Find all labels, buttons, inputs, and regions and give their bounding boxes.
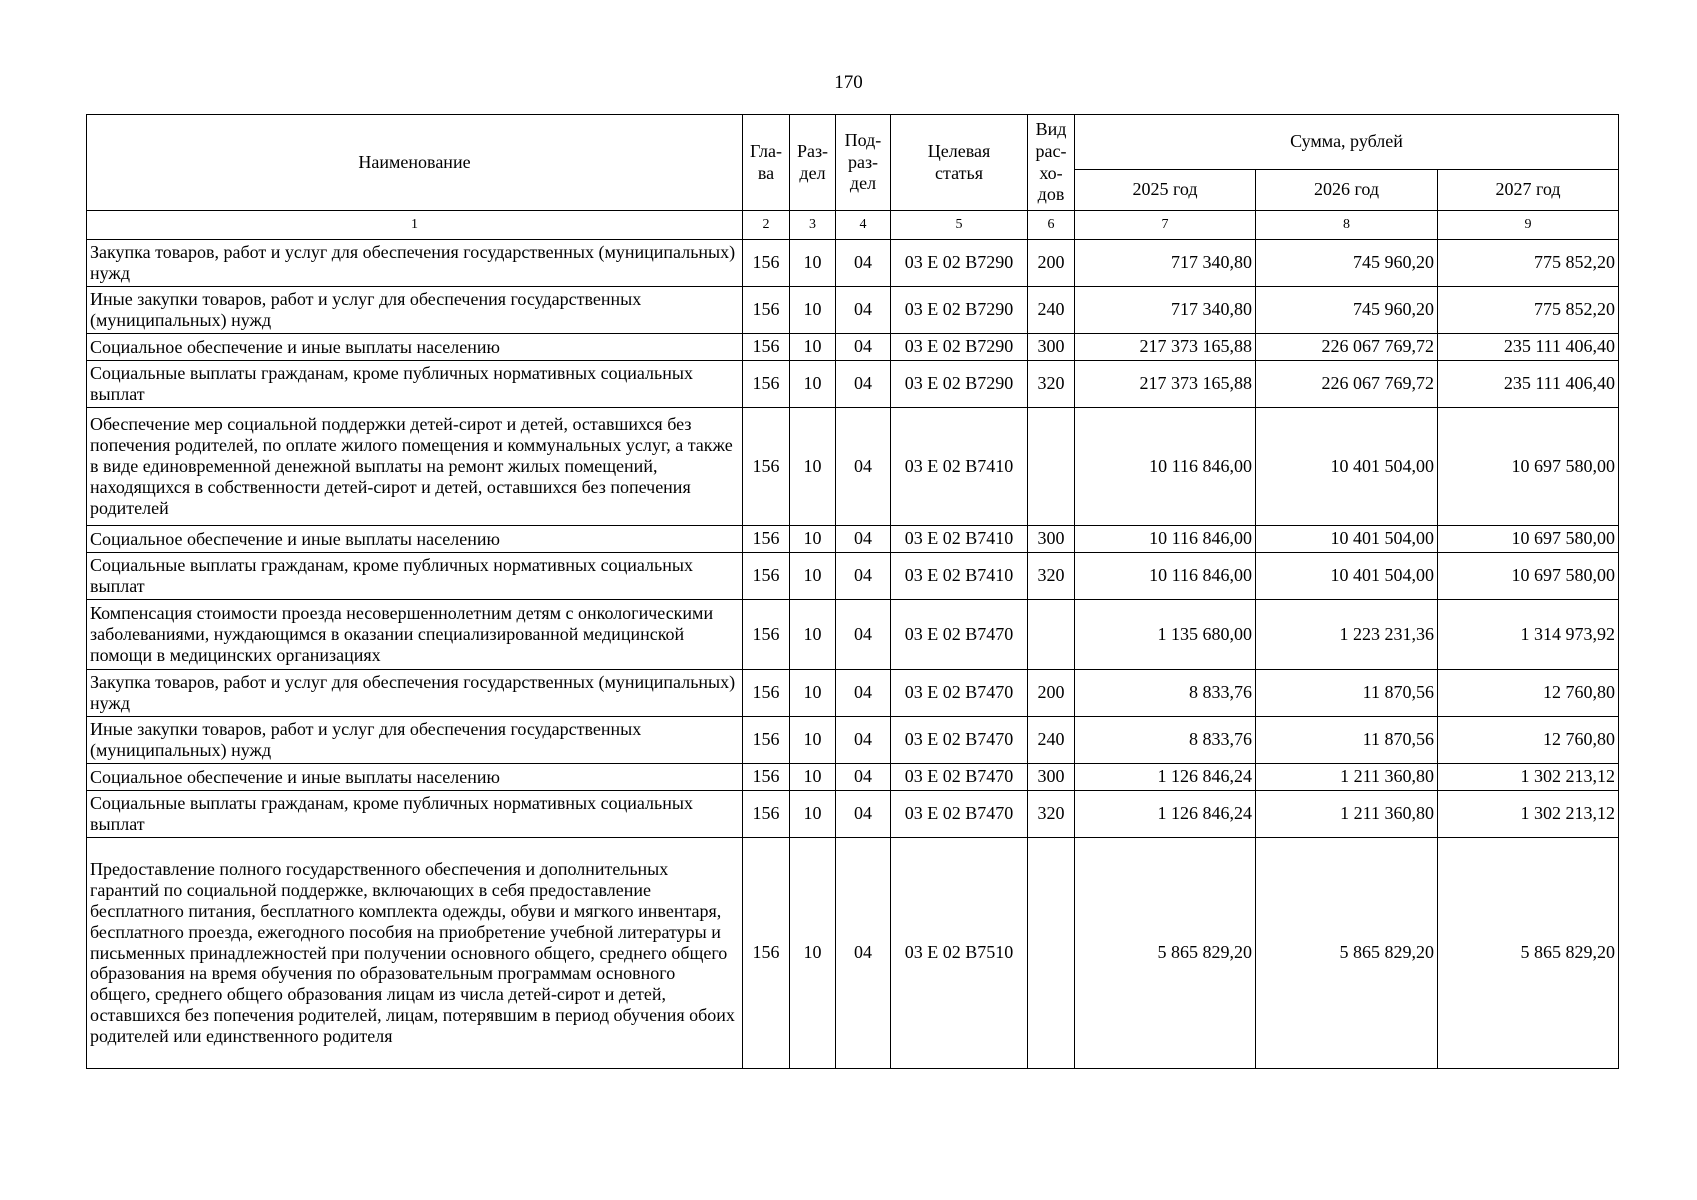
table-row	[87, 334, 1619, 361]
row-sum-2025: 10 116 846,00	[1075, 408, 1256, 526]
row-vid-rashodov: 240	[1028, 717, 1075, 764]
row-sum-2027: 1 302 213,12	[1438, 791, 1619, 838]
column-number: 2	[743, 211, 790, 240]
row-vid-rashodov: 320	[1028, 791, 1075, 838]
row-tselevaya-statya: 03 Е 02 В7470	[891, 791, 1028, 838]
row-podrazdel: 04	[836, 287, 891, 334]
row-sum-2025: 217 373 165,88	[1075, 334, 1256, 361]
row-vid-rashodov	[1028, 408, 1075, 526]
row-podrazdel: 04	[836, 670, 891, 717]
column-number: 9	[1438, 211, 1619, 240]
row-podrazdel: 04	[836, 334, 891, 361]
header-razdel: Раз- дел	[790, 115, 836, 211]
row-tselevaya-statya: 03 Е 02 В7290	[891, 334, 1028, 361]
row-razdel: 10	[790, 287, 836, 334]
row-sum-2026: 745 960,20	[1256, 240, 1438, 287]
row-sum-2027: 12 760,80	[1438, 717, 1619, 764]
table-body	[87, 240, 1619, 1069]
row-tselevaya-statya: 03 Е 02 В7410	[891, 553, 1028, 600]
row-sum-2026: 1 211 360,80	[1256, 791, 1438, 838]
row-sum-2026: 10 401 504,00	[1256, 408, 1438, 526]
row-vid-rashodov: 200	[1028, 670, 1075, 717]
row-podrazdel: 04	[836, 791, 891, 838]
table-row	[87, 287, 1619, 334]
row-sum-2026: 1 223 231,36	[1256, 600, 1438, 670]
row-vid-rashodov: 300	[1028, 334, 1075, 361]
row-razdel: 10	[790, 240, 836, 287]
row-glava: 156	[743, 287, 790, 334]
row-tselevaya-statya: 03 Е 02 В7510	[891, 838, 1028, 1069]
row-sum-2027: 775 852,20	[1438, 240, 1619, 287]
header-name: Наименование	[87, 115, 743, 211]
row-name: Компенсация стоимости проезда несовершеннолетним детям с онкологическими заболеваниями, нуждающимся в оказании специализированной медицинской помощи в медицинских организациях	[87, 600, 743, 670]
table-row	[87, 240, 1619, 287]
row-podrazdel: 04	[836, 553, 891, 600]
header-year-2026: 2026 год	[1256, 170, 1438, 211]
column-number: 5	[891, 211, 1028, 240]
row-podrazdel: 04	[836, 838, 891, 1069]
row-razdel: 10	[790, 791, 836, 838]
row-glava: 156	[743, 600, 790, 670]
row-name: Иные закупки товаров, работ и услуг для обеспечения государственных (муниципальных) нужд	[87, 717, 743, 764]
row-glava: 156	[743, 553, 790, 600]
row-vid-rashodov: 320	[1028, 553, 1075, 600]
row-sum-2026: 11 870,56	[1256, 717, 1438, 764]
table-row	[87, 717, 1619, 764]
row-razdel: 10	[790, 838, 836, 1069]
row-name: Предоставление полного государственного обеспечения и дополнительных гарантий по социальной поддержке, включающих в себя предоставление бесплатного питания, бесплатного комплекта одежды, обуви и мягкого инвентаря, бесплатного проезда, ежегодного пособия на приобретение учебной литературы и письменных принадлежностей при получении основного общего, среднего общего образования на время обучения по образовательным программам основного общего, среднего общего образования лицам из числа детей-сирот и детей, оставшихся без попечения родителей, лицам, потерявшим в период обучения обоих родителей или единственного родителя	[87, 838, 743, 1069]
row-name: Социальное обеспечение и иные выплаты населению	[87, 526, 743, 553]
row-sum-2025: 10 116 846,00	[1075, 553, 1256, 600]
row-glava: 156	[743, 764, 790, 791]
row-razdel: 10	[790, 717, 836, 764]
column-number: 6	[1028, 211, 1075, 240]
header-vid-rashodov: Вид рас- хо- дов	[1028, 115, 1075, 211]
row-sum-2025: 217 373 165,88	[1075, 361, 1256, 408]
header-summa: Сумма, рублей	[1075, 115, 1619, 170]
row-sum-2027: 235 111 406,40	[1438, 361, 1619, 408]
column-numbers-row	[87, 211, 1619, 240]
row-glava: 156	[743, 361, 790, 408]
row-name: Социальные выплаты гражданам, кроме публичных нормативных социальных выплат	[87, 361, 743, 408]
row-name: Социальное обеспечение и иные выплаты населению	[87, 334, 743, 361]
table-row	[87, 600, 1619, 670]
column-number: 4	[836, 211, 891, 240]
row-sum-2025: 8 833,76	[1075, 670, 1256, 717]
row-tselevaya-statya: 03 Е 02 В7410	[891, 526, 1028, 553]
header-year-2025: 2025 год	[1075, 170, 1256, 211]
row-sum-2026: 226 067 769,72	[1256, 361, 1438, 408]
row-sum-2025: 1 126 846,24	[1075, 791, 1256, 838]
row-sum-2025: 1 126 846,24	[1075, 764, 1256, 791]
header-tselevaya-statya: Целевая статья	[891, 115, 1028, 211]
row-razdel: 10	[790, 408, 836, 526]
row-sum-2025: 717 340,80	[1075, 287, 1256, 334]
row-sum-2027: 10 697 580,00	[1438, 553, 1619, 600]
row-razdel: 10	[790, 334, 836, 361]
row-razdel: 10	[790, 764, 836, 791]
row-name: Закупка товаров, работ и услуг для обеспечения государственных (муниципальных) нужд	[87, 670, 743, 717]
table-row	[87, 526, 1619, 553]
table-row	[87, 361, 1619, 408]
row-razdel: 10	[790, 600, 836, 670]
row-name: Социальные выплаты гражданам, кроме публичных нормативных социальных выплат	[87, 553, 743, 600]
row-sum-2025: 8 833,76	[1075, 717, 1256, 764]
header-year-2027: 2027 год	[1438, 170, 1619, 211]
table-row	[87, 838, 1619, 1069]
column-number: 1	[87, 211, 743, 240]
row-podrazdel: 04	[836, 408, 891, 526]
budget-table	[86, 114, 1619, 1069]
row-glava: 156	[743, 838, 790, 1069]
row-vid-rashodov: 300	[1028, 764, 1075, 791]
row-sum-2027: 5 865 829,20	[1438, 838, 1619, 1069]
column-number: 8	[1256, 211, 1438, 240]
row-name: Социальные выплаты гражданам, кроме публичных нормативных социальных выплат	[87, 791, 743, 838]
row-sum-2027: 1 314 973,92	[1438, 600, 1619, 670]
row-tselevaya-statya: 03 Е 02 В7470	[891, 764, 1028, 791]
row-sum-2027: 10 697 580,00	[1438, 408, 1619, 526]
table-row	[87, 764, 1619, 791]
row-sum-2026: 11 870,56	[1256, 670, 1438, 717]
table-row	[87, 553, 1619, 600]
row-vid-rashodov: 300	[1028, 526, 1075, 553]
row-glava: 156	[743, 526, 790, 553]
row-razdel: 10	[790, 526, 836, 553]
row-razdel: 10	[790, 553, 836, 600]
table-row	[87, 408, 1619, 526]
row-glava: 156	[743, 334, 790, 361]
row-sum-2027: 775 852,20	[1438, 287, 1619, 334]
row-vid-rashodov: 200	[1028, 240, 1075, 287]
row-tselevaya-statya: 03 Е 02 В7470	[891, 717, 1028, 764]
row-glava: 156	[743, 240, 790, 287]
row-razdel: 10	[790, 361, 836, 408]
row-vid-rashodov	[1028, 838, 1075, 1069]
row-podrazdel: 04	[836, 600, 891, 670]
row-glava: 156	[743, 791, 790, 838]
row-tselevaya-statya: 03 Е 02 В7290	[891, 240, 1028, 287]
row-glava: 156	[743, 717, 790, 764]
row-sum-2026: 1 211 360,80	[1256, 764, 1438, 791]
row-tselevaya-statya: 03 Е 02 В7470	[891, 670, 1028, 717]
row-vid-rashodov: 240	[1028, 287, 1075, 334]
row-sum-2027: 10 697 580,00	[1438, 526, 1619, 553]
row-sum-2026: 745 960,20	[1256, 287, 1438, 334]
column-number: 7	[1075, 211, 1256, 240]
row-sum-2027: 235 111 406,40	[1438, 334, 1619, 361]
row-name: Социальное обеспечение и иные выплаты населению	[87, 764, 743, 791]
row-sum-2026: 5 865 829,20	[1256, 838, 1438, 1069]
row-sum-2025: 10 116 846,00	[1075, 526, 1256, 553]
row-name: Обеспечение мер социальной поддержки детей-сирот и детей, оставшихся без попечения родителей, по оплате жилого помещения и коммунальных услуг, а также в виде единовременной денежной выплаты на ремонт жилых помещений, находящихся в собственности детей-сирот и детей, оставшихся без попечения родителей	[87, 408, 743, 526]
row-sum-2026: 10 401 504,00	[1256, 526, 1438, 553]
page-number: 170	[834, 72, 863, 93]
row-tselevaya-statya: 03 Е 02 В7410	[891, 408, 1028, 526]
row-sum-2026: 10 401 504,00	[1256, 553, 1438, 600]
row-glava: 156	[743, 408, 790, 526]
row-tselevaya-statya: 03 Е 02 В7290	[891, 287, 1028, 334]
table-row	[87, 670, 1619, 717]
row-name: Закупка товаров, работ и услуг для обеспечения государственных (муниципальных) нужд	[87, 240, 743, 287]
row-glava: 156	[743, 670, 790, 717]
row-sum-2026: 226 067 769,72	[1256, 334, 1438, 361]
row-sum-2027: 12 760,80	[1438, 670, 1619, 717]
row-podrazdel: 04	[836, 764, 891, 791]
row-podrazdel: 04	[836, 526, 891, 553]
header-podrazdel: Под- раз- дел	[836, 115, 891, 211]
table-header	[87, 115, 1619, 240]
row-name: Иные закупки товаров, работ и услуг для обеспечения государственных (муниципальных) нужд	[87, 287, 743, 334]
row-sum-2025: 1 135 680,00	[1075, 600, 1256, 670]
row-razdel: 10	[790, 670, 836, 717]
row-tselevaya-statya: 03 Е 02 В7470	[891, 600, 1028, 670]
row-podrazdel: 04	[836, 361, 891, 408]
row-vid-rashodov	[1028, 600, 1075, 670]
table-row	[87, 791, 1619, 838]
row-podrazdel: 04	[836, 240, 891, 287]
header-glava: Гла- ва	[743, 115, 790, 211]
row-vid-rashodov: 320	[1028, 361, 1075, 408]
row-sum-2027: 1 302 213,12	[1438, 764, 1619, 791]
row-sum-2025: 717 340,80	[1075, 240, 1256, 287]
row-tselevaya-statya: 03 Е 02 В7290	[891, 361, 1028, 408]
column-number: 3	[790, 211, 836, 240]
row-sum-2025: 5 865 829,20	[1075, 838, 1256, 1069]
row-podrazdel: 04	[836, 717, 891, 764]
